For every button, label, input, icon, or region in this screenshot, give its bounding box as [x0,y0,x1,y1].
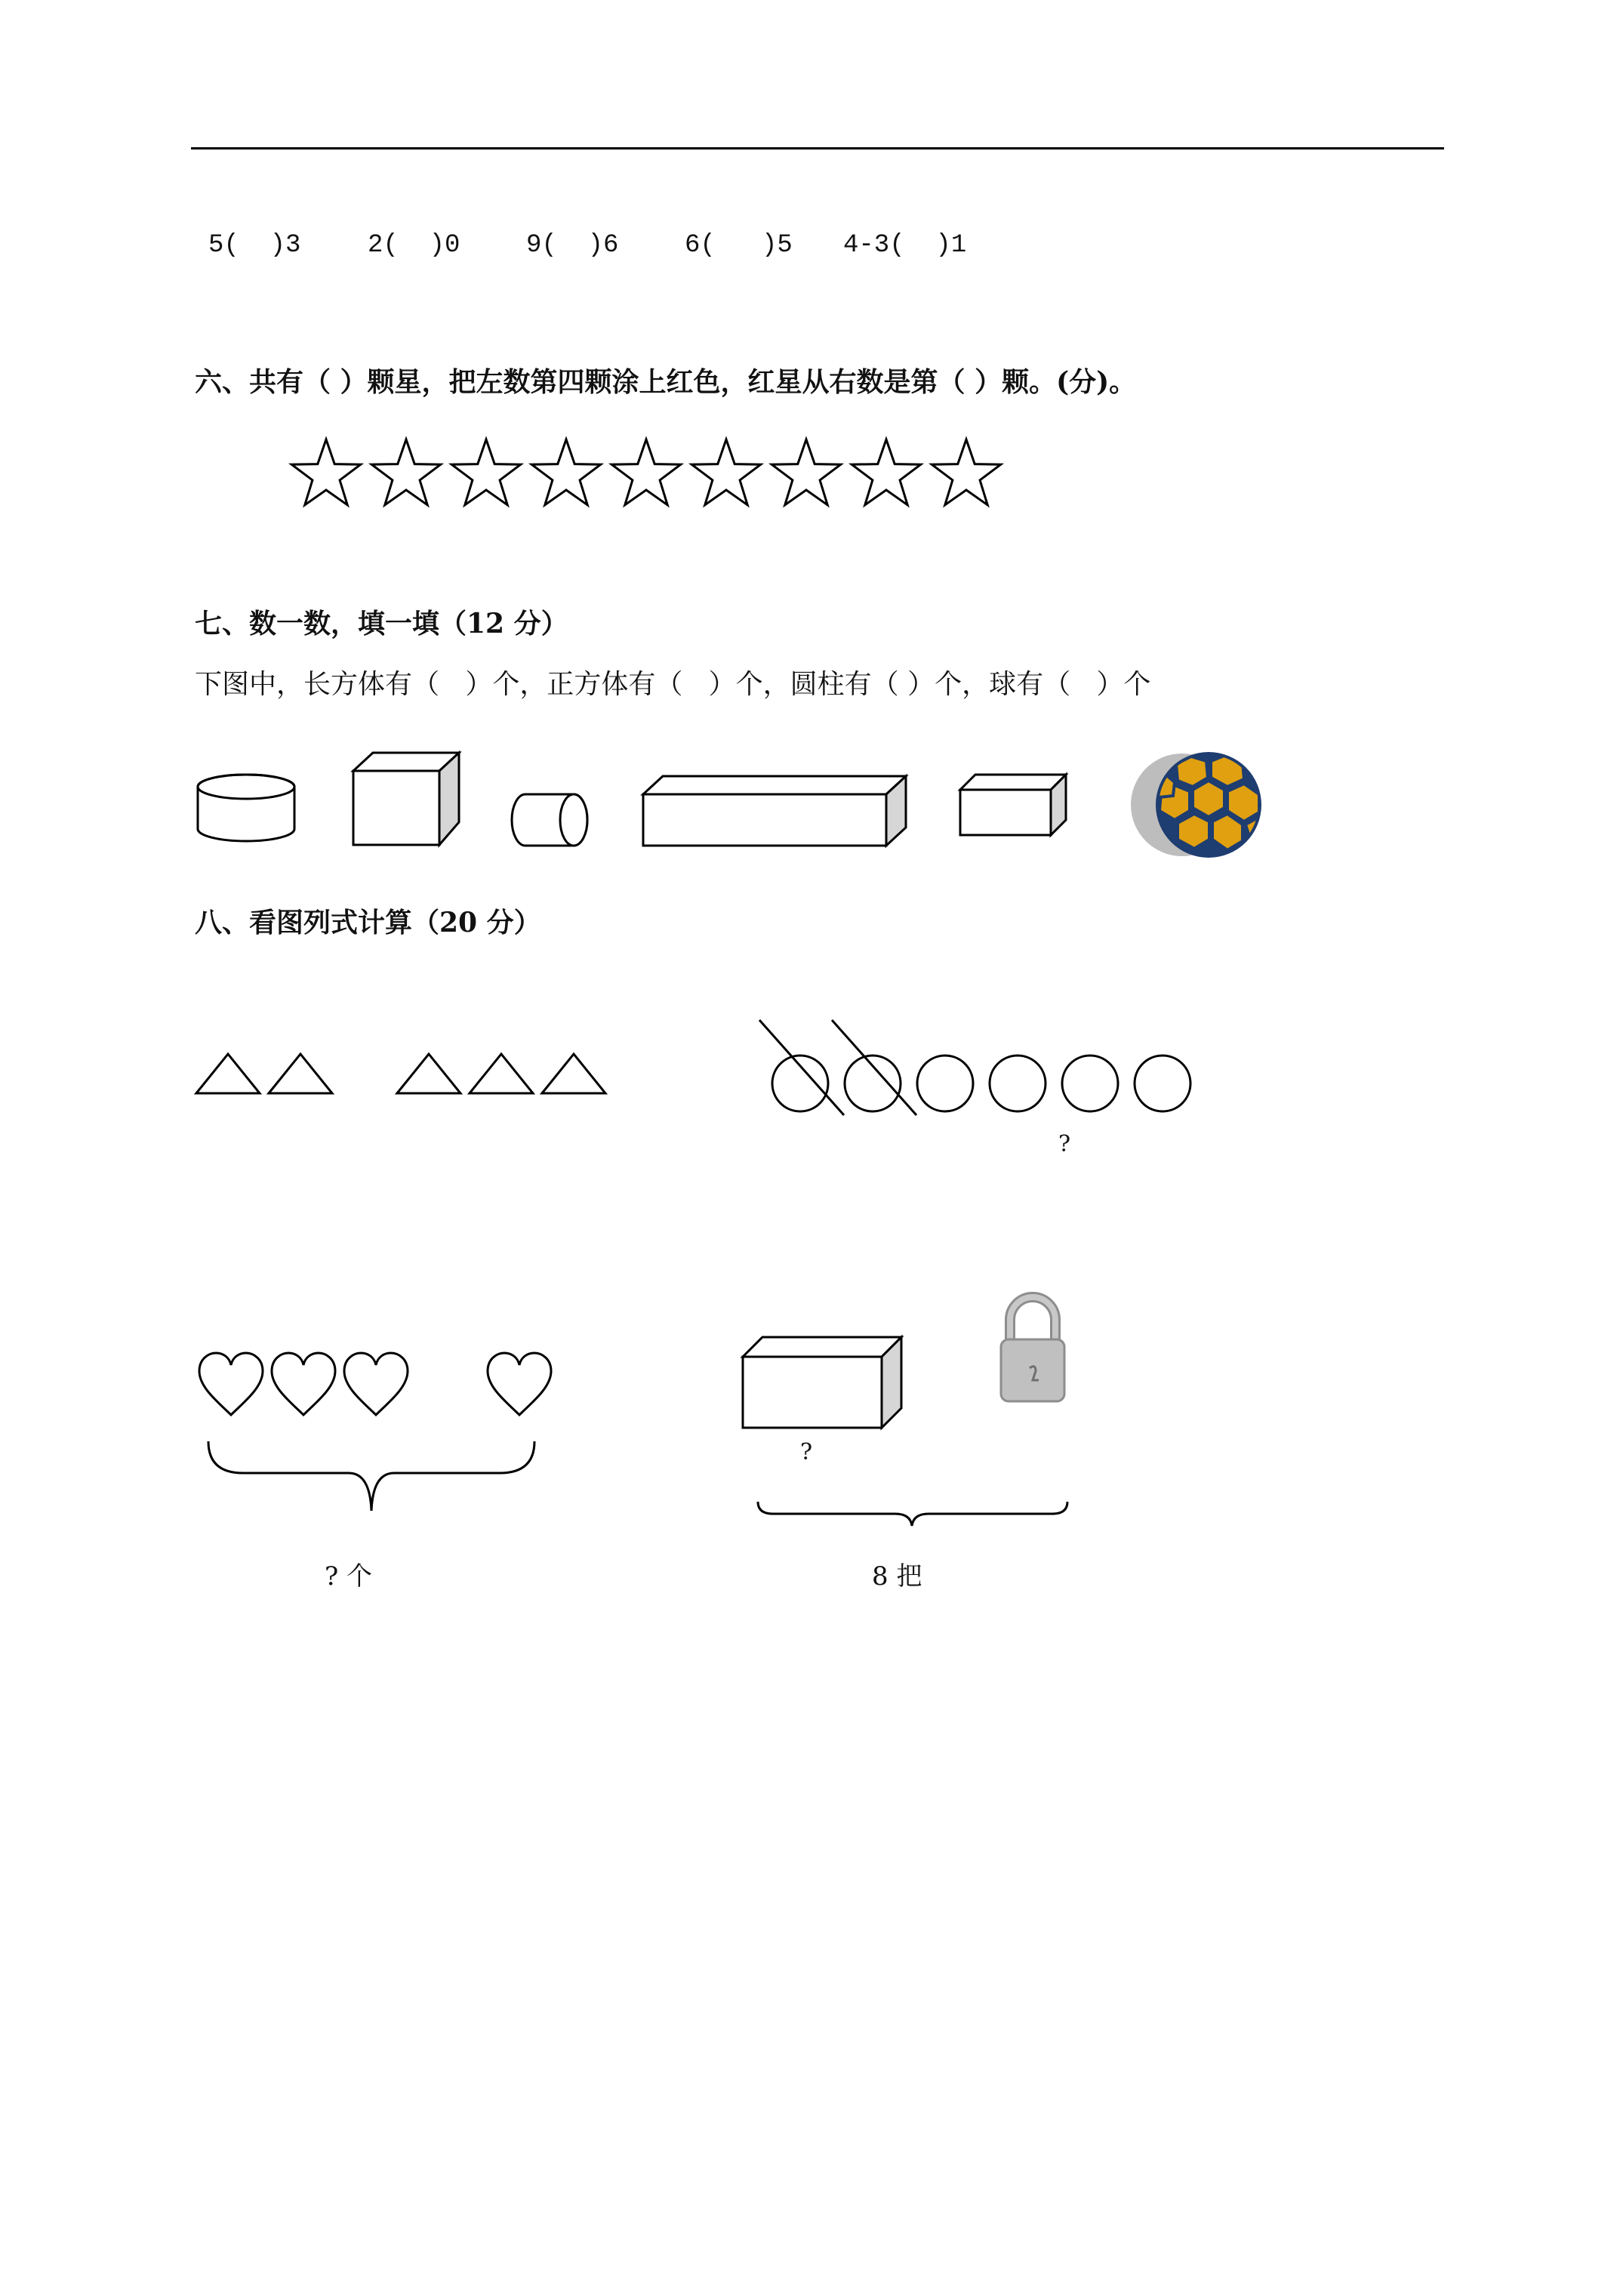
hearts-brace [205,1438,537,1514]
cylinder-on-side [510,791,593,852]
hearts-group [193,1351,571,1427]
star-icon [691,439,760,505]
heart-icon [199,1353,263,1415]
circle-icon [845,1056,901,1111]
circle-icon [1062,1056,1118,1111]
circles-group [755,1023,1208,1121]
triangle-icon [196,1054,260,1093]
soccer-ball-icon [1131,750,1274,864]
star-icon [291,439,360,505]
heart-icon [344,1353,408,1415]
cube [350,751,463,849]
comparison-2: 2( )0 [368,231,460,260]
section7-title: 七、数一数，填一填（12 分） [195,608,568,639]
gray-box [740,1333,906,1431]
top-rule [191,147,1444,149]
circle-icon [1135,1056,1190,1111]
circles-question: ? [1058,1131,1071,1157]
circle-icon [990,1056,1046,1111]
star-icon [771,439,840,505]
triangles-right-group [394,1051,613,1096]
comparison-4: 6( )5 [685,231,793,260]
cylinder-lying-flat [195,770,300,846]
triangle-icon [542,1054,605,1093]
section8-title: 八、看图列式计算（20 分） [195,907,541,938]
star-icon [451,439,520,505]
section6-title: 六、共有（ ）颗星，把左数第四颗涂上红色，红星从右数是第（ ）颗。(分)。 [195,366,1137,398]
star-icon [371,439,440,505]
comparison-5: 4-3( )1 [843,231,967,260]
heart-icon [272,1353,335,1415]
box-question: ? [800,1439,813,1465]
triangle-icon [397,1054,460,1093]
triangles-left-group [193,1051,337,1096]
triangle-icon [269,1054,332,1093]
small-cuboid [957,772,1070,840]
star-icon [932,439,1000,505]
star-icon [611,439,680,505]
long-cuboid [640,773,912,849]
comparison-3: 9( )6 [526,231,619,260]
section7-prompt: 下图中，长方体有（ ）个，正方体有（ ）个，圆柱有（ ）个，球有（ ）个 [195,669,1151,700]
comparison-1: 5( )3 [208,231,301,260]
locks-brace [755,1499,1072,1529]
star-icon [852,439,920,505]
heart-icon [488,1353,551,1415]
hearts-label: ? 个 [325,1561,373,1592]
circle-icon [917,1056,973,1111]
stars-row [287,436,1027,512]
lock-icon [995,1293,1070,1406]
star-icon [531,439,600,505]
locks-label: 8 把 [872,1561,922,1592]
triangle-icon [470,1054,533,1093]
circle-icon [772,1056,828,1111]
